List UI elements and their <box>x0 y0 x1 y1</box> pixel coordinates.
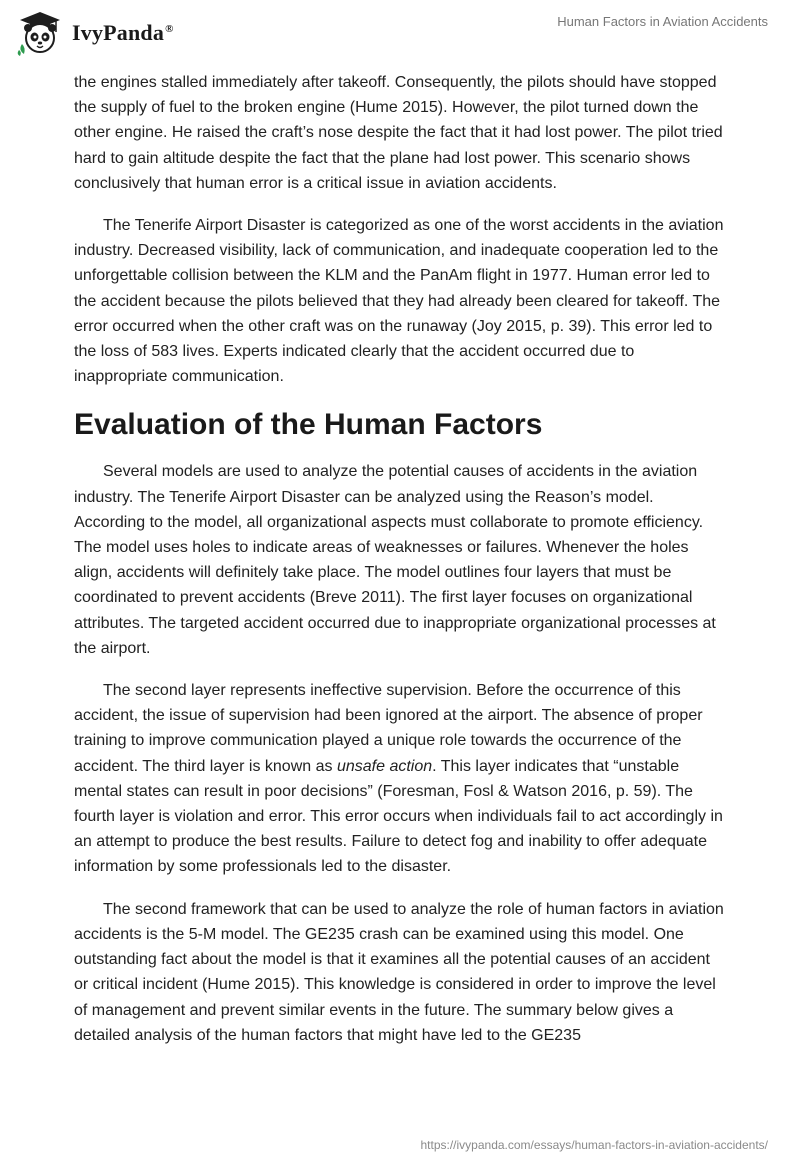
brand-logo[interactable] <box>16 10 174 56</box>
source-url[interactable]: https://ivypanda.com/essays/human-factors-in-aviation-accidents/ <box>420 1138 768 1152</box>
brand-name: IvyPanda® <box>72 20 174 45</box>
running-title: Human Factors in Aviation Accidents <box>557 14 768 29</box>
paragraph-1: the engines stalled immediately after takeoff. Consequently, the pilots should have stopped the supply of fuel to the broken engine (Hume 2015). However, the pilot turned down the other engine. He raised the craft’s nose despite the fact that it had lost power. The pilot tried hard to gain altitude despite the fact that the plane had lost power. This scenario shows conclusively that human error is a critical issue in aviation accidents. <box>74 74 723 192</box>
italic-term: unsafe action <box>336 757 433 775</box>
paragraph-5: The second framework that can be used to analyze the role of human factors in aviation accidents is the 5-M model. The GE235 crash can be examined using this model. One outstanding fact about the model is that it examines all the potential causes of an accident or critical incident (Hume 2015). This knowledge is considered in order to improve the level of management and prevent similar events in the future. The summary below gives a detailed analysis of the human factors that might have led to the GE235 <box>74 900 724 1044</box>
panda-graduate-icon <box>16 10 64 56</box>
page-header <box>0 0 800 70</box>
paragraph-3: Several models are used to analyze the potential causes of accidents in the aviation industry. The Tenerife Airport Disaster can be analyzed using the Reason’s model. According to the model, all organizational aspects must collaborate to promote efficiency. The model uses holes to indicate areas of weaknesses or failures. Whenever the holes align, accidents will definitely take place. The model outlines four layers that must be coordinated to prevent accidents (Breve 2011). The first layer focuses on organizational attributes. The targeted accident occurred due to inappropriate organizational processes at the airport. <box>74 463 716 657</box>
essay-content <box>74 70 726 1065</box>
paragraph-2: The Tenerife Airport Disaster is categorized as one of the worst accidents in the aviation industry. Decreased visibility, lack of communication, and inadequate cooperation led to the unforgettable collision between the KLM and the PanAm flight in 1977. Human error led to the accident because the pilots believed that they had already been cleared for takeoff. The error occurred when the other craft was on the runaway (Joy 2015, p. 39). This error led to the loss of 583 lives. Experts indicated clearly that the accident occurred due to inappropriate communication. <box>74 217 724 386</box>
paragraph-4: The second layer represents ineffective supervision. Before the occurrence of this accident, the issue of supervision had been ignored at the airport. The absence of proper training to improve communication played a unique role towards the occurrence of the accident. The third layer is known as unsafe action. This layer indicates that “unstable mental states can result in poor decisions” (Foresman, Fosl & Watson 2016, p. 59). The fourth layer is violation and error. This error occurs when individuals fail to act accordingly in an attempt to produce the best results. Failure to detect fog and inability to offer adequate information by some professionals led to the disaster. <box>74 682 723 876</box>
section-heading: Evaluation of the Human Factors <box>74 408 543 442</box>
